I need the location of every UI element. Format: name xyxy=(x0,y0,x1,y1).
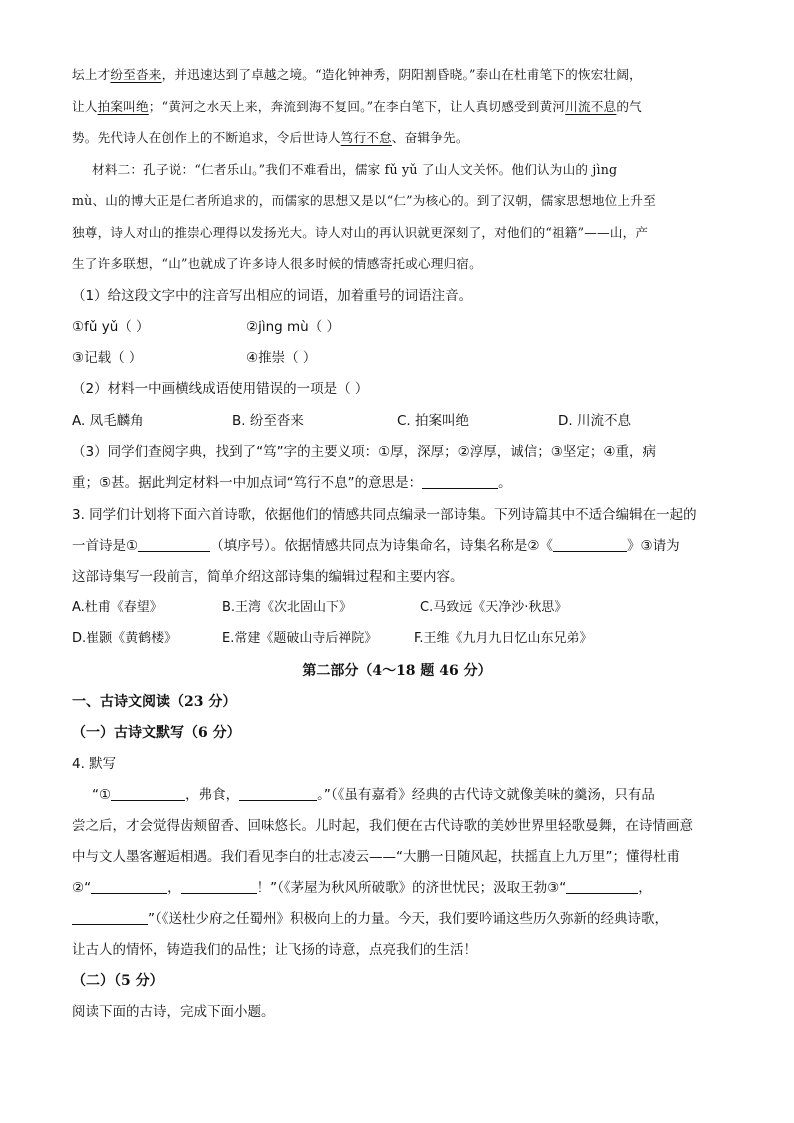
q1-answer-4[interactable]: ④推崇（ ） xyxy=(246,350,317,366)
q3sub-line-2 xyxy=(72,474,728,492)
q1-prompt: （1）给这段文字中的注音写出相应的词语，加着重号的词语注音。 xyxy=(72,288,473,304)
text-segment: 势。先代诗人在创作上的不断追求，令后世诗人 xyxy=(72,130,341,145)
q1-answer-1[interactable]: ①fǔ yǔ（ ） xyxy=(72,319,150,335)
q2-option-a[interactable]: A. 凤毛麟角 xyxy=(72,413,144,429)
text-segment: 。 xyxy=(498,475,512,491)
answer-blank[interactable] xyxy=(566,879,638,894)
q3-option-c[interactable]: C.马致远《天净沙·秋思》 xyxy=(420,600,568,615)
text-segment: 。”（《虽有嘉肴》经典的古代诗文就像美味的羹汤，只有品 xyxy=(317,787,655,803)
q4-line-1 xyxy=(92,786,728,804)
underlined-idiom-chuanliubuxi: 川流不息 xyxy=(565,99,617,114)
subsection1-heading: （一）古诗文默写（6 分） xyxy=(72,725,241,741)
text-segment: 一首诗是① xyxy=(72,538,139,554)
q4-line-3: 中与文人墨客邂逅相遇。我们看见李白的壮志凌云——“大鹏一日随风起，扶摇直上九万里”；懂得杜甫 xyxy=(72,849,680,865)
underlined-idiom-paianjiaojue: 拍案叫绝 xyxy=(97,99,149,114)
answer-blank[interactable] xyxy=(553,537,627,552)
part2-title: 第二部分（4～18 题 46 分） xyxy=(302,663,492,679)
q4-line-6: 让古人的情怀，铸造我们的品性；让飞扬的诗意，点亮我们的生活！ xyxy=(72,942,477,958)
material1-line-3 xyxy=(72,129,728,147)
underlined-idiom-fenzhitalai: 纷至沓来 xyxy=(110,67,162,82)
answer-blank[interactable] xyxy=(111,786,185,801)
section1-heading: 一、古诗文阅读（23 分） xyxy=(72,694,237,710)
text-segment: ！”（《茅屋为秋风所破歌》的济世忧民；汲取王勃③“ xyxy=(256,880,567,896)
q1-answer-2[interactable]: ②jìng mù（ ） xyxy=(246,319,341,335)
q3-option-d[interactable]: D.崔颢《黄鹤楼》 xyxy=(72,631,178,646)
text-segment: ”（《送杜少府之任蜀州》积极向上的力量。今天，我们要吟诵这些历久弥新的经典诗歌， xyxy=(148,911,668,927)
text-segment: 坛上才 xyxy=(72,67,111,82)
answer-blank[interactable] xyxy=(138,537,210,552)
section2-intro: 阅读下面的古诗，完成下面小题。 xyxy=(72,1004,275,1020)
q3-line-1: 3. 同学们计划将下面六首诗歌，依据他们的情感共同点编录一部诗集。下列诗篇其中不适合编辑在一起的 xyxy=(72,507,697,523)
q2-option-b[interactable]: B. 纷至沓来 xyxy=(232,413,304,429)
subsection2-heading: （二）（5 分） xyxy=(72,973,164,989)
text-segment: 》③请为 xyxy=(626,538,680,554)
text-segment: （填序号）。依据情感共同点为诗集命名，诗集名称是②《 xyxy=(210,538,553,554)
answer-blank[interactable] xyxy=(72,910,148,925)
text-segment: ， xyxy=(167,880,181,896)
text-segment: “① xyxy=(92,787,112,803)
material2-line-3: 独尊，诗人对山的推崇心理得以发扬光大。诗人对山的再认识就更深刻了，对他们的“祖籍”——山，产 xyxy=(72,225,649,240)
answer-blank[interactable] xyxy=(91,879,167,894)
q3-option-b[interactable]: B.王湾《次北固山下》 xyxy=(222,600,353,615)
q4-line-4 xyxy=(72,879,728,897)
q2-prompt: （2）材料一中画横线成语使用错误的一项是（ ） xyxy=(72,381,369,397)
answer-blank[interactable] xyxy=(239,786,317,801)
q3-line-2 xyxy=(72,537,728,555)
text-segment: 重；⑤甚。据此判定材料一中加点词“笃行不息”的意思是： xyxy=(72,475,423,491)
q3-option-e[interactable]: E.常建《题破山寺后禅院》 xyxy=(222,631,378,646)
q3sub-line-1: （3）同学们查阅字典，找到了“笃”字的主要义项：①厚，深厚；②淳厚，诚信；③坚定；④重，病 xyxy=(72,444,656,460)
answer-blank[interactable] xyxy=(181,879,257,894)
q3-line-3: 这部诗集写一段前言，简单介绍这部诗集的编辑过程和主要内容。 xyxy=(72,569,464,585)
material2-line-2: mù、山的博大正是仁者所追求的，而儒家的思想又是以“仁”为核心的。到了汉朝，儒家思想地位上升至 xyxy=(72,193,656,208)
q1-answer-3[interactable]: ③记载（ ） xyxy=(72,350,143,366)
material2-line-4: 生了许多联想，“山”也就成了许多诗人很多时候的情感寄托或心理归宿。 xyxy=(72,256,482,271)
text-segment: ；“黄河之水天上来，奔流到海不复回。”在李白笔下，让人真切感受到黄河 xyxy=(148,99,566,114)
material1-line-1 xyxy=(72,66,728,84)
q4-line-5 xyxy=(72,910,728,928)
text-segment: 、奋辑争先。 xyxy=(391,130,469,145)
q3-option-f[interactable]: F.王维《九月九日忆山东兄弟》 xyxy=(414,631,593,646)
underlined-idiom-duxingbudai: 笃行不怠 xyxy=(340,130,392,145)
text-segment: ②“ xyxy=(72,880,92,896)
material1-line-2 xyxy=(72,98,728,116)
answer-blank[interactable] xyxy=(422,474,498,489)
q3-option-a[interactable]: A.杜甫《春望》 xyxy=(72,600,163,615)
text-segment: ， xyxy=(638,880,652,896)
q4-line-2: 尝之后，才会觉得齿颊留香、回味悠长。儿时起，我们便在古代诗歌的美妙世界里轻歌曼舞，在诗情画意 xyxy=(72,818,693,834)
q2-option-c[interactable]: C. 拍案叫绝 xyxy=(397,413,470,429)
q4-label: 4. 默写 xyxy=(72,756,117,772)
material2-line-1: 材料二：孔子说：“仁者乐山。”我们不难看出，儒家 fǔ yǔ 了山人文关怀。他们认为山的 jìng xyxy=(92,162,618,177)
text-segment: ，弗食， xyxy=(185,787,240,803)
text-segment: 让人 xyxy=(72,99,98,114)
text-segment: 的气 xyxy=(616,99,642,114)
q2-option-d[interactable]: D. 川流不息 xyxy=(558,413,631,429)
text-segment: ，并迅速达到了卓越之境。“造化钟神秀，阴阳割昏晓。”泰山在杜甫笔下的恢宏壮阔， xyxy=(161,67,642,82)
